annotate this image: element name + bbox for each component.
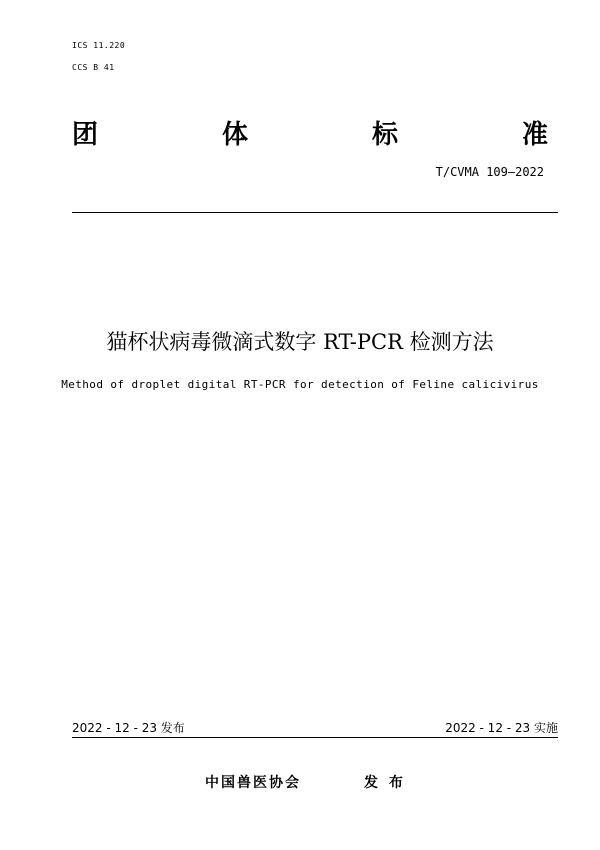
- ics-code: ICS 11.220: [72, 41, 126, 50]
- document-type-char: 标: [371, 120, 398, 150]
- document-title-chinese: 猫杯状病毒微滴式数字 RT-PCR 检测方法: [106, 330, 494, 354]
- publish-label: 发 布: [364, 775, 403, 791]
- document-type-heading: [72, 114, 548, 151]
- implementation-date: 2022 - 12 - 23 实施: [445, 721, 558, 735]
- document-type-char: 体: [221, 120, 248, 150]
- publisher-name: 中国兽医协会: [205, 775, 301, 791]
- standard-number: T/CVMA 109—2022: [435, 165, 544, 179]
- document-title-english: Method of droplet digital RT-PCR for detection of Feline calicivirus: [61, 378, 539, 391]
- issue-date: 2022 - 12 - 23 发布: [72, 721, 185, 735]
- ccs-code: CCS B 41: [72, 63, 115, 72]
- header-divider: [72, 212, 558, 213]
- document-type-char: 团: [72, 120, 99, 150]
- footer-divider: [72, 737, 558, 738]
- document-type-char: 准: [521, 120, 548, 150]
